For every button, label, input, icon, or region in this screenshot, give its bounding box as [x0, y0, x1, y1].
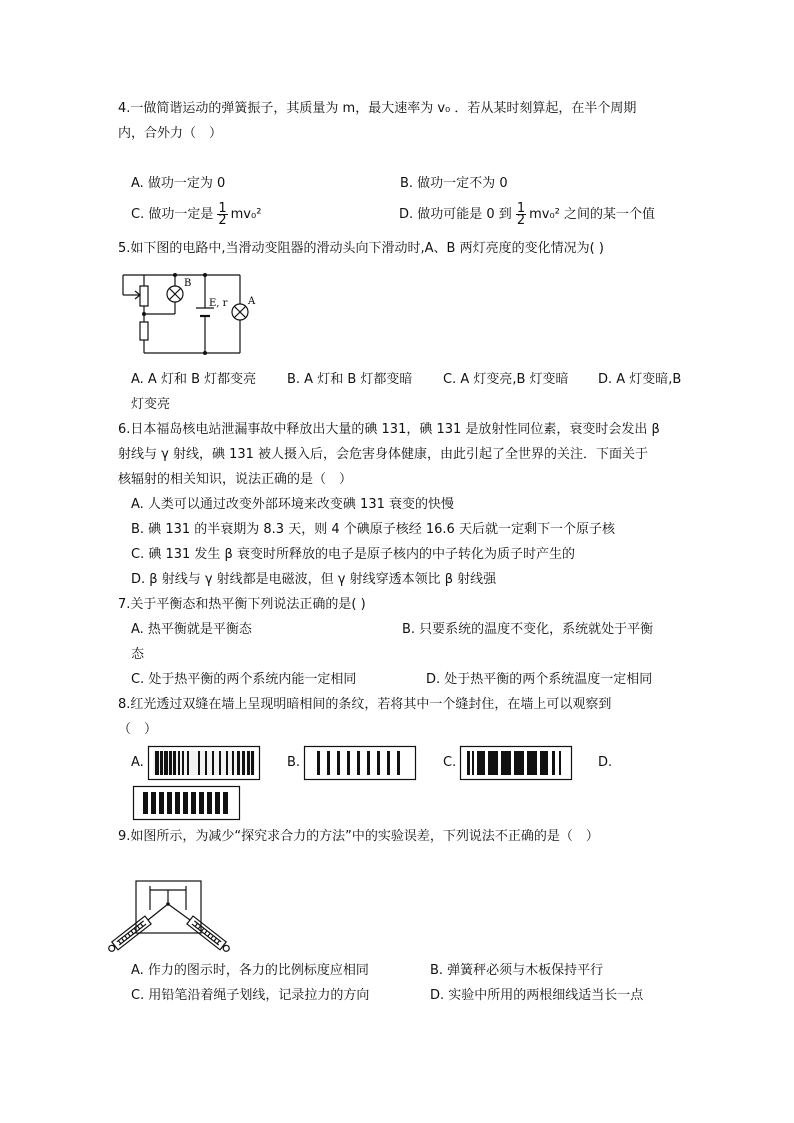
q6-option-c: C. 碘 131 发生 β 衰变时所释放的电子是原子核内的中子转化为质子时产生的 — [131, 547, 575, 562]
fringe-pattern-a — [148, 746, 260, 780]
q4-option-d — [399, 203, 655, 227]
q6-option-a: A. 人类可以通过改变外部环境来改变碘 131 衰变的快慢 — [131, 497, 455, 512]
q6-option-d: D. β 射线与 γ 射线都是电磁波，但 γ 射线穿透本领比 β 射线强 — [131, 572, 497, 587]
fraction-half: $\frac{1}{2}$ — [516, 201, 526, 228]
lamp-b-label: B — [184, 278, 192, 289]
q5-option-d: D. A 灯变暗,B — [598, 372, 682, 387]
q5-option-c: C. A 灯变亮,B 灯变暗 — [443, 372, 569, 387]
q5-option-d-continued: 灯变亮 — [131, 397, 171, 412]
q8-stem-line-2: （ ） — [118, 722, 158, 737]
q9-option-c: C. 用铅笔沿着绳子划线，记录拉力的方向 — [131, 988, 370, 1003]
q8-option-c-label: C. — [443, 755, 457, 770]
q7-option-b: B. 只要系统的温度不变化，系统就处于平衡 — [402, 622, 654, 637]
q9-option-a: A. 作力的图示时，各力的比例标度应相同 — [131, 963, 369, 978]
q6-stem-line-2: 射线与 γ 射线，碘 131 被人摄入后，会危害身体健康，由此引起了全世界的关注．下面关于 — [118, 447, 649, 462]
q5-option-b: B. A 灯和 B 灯都变暗 — [287, 372, 413, 387]
lamp-a-label: A — [248, 296, 256, 307]
q6-stem-line-3: 核辐射的相关知识，说法正确的是（ ） — [118, 472, 353, 487]
q7-stem: 7.关于平衡态和热平衡下列说法正确的是( ) — [118, 597, 366, 612]
q9-stem: 9.如图所示，为减少“探究求合力的方法”中的实验误差，下列说法不正确的是（ ） — [118, 829, 599, 844]
q5-option-a: A. A 灯和 B 灯都变亮 — [131, 372, 257, 387]
q7-option-a: A. 热平衡就是平衡态 — [131, 622, 252, 637]
fringe-pattern-d — [133, 786, 240, 820]
force-experiment-diagram — [118, 876, 228, 956]
battery-label: E, r — [209, 298, 228, 309]
q9-option-b: B. 弹簧秤必须与木板保持平行 — [430, 963, 604, 978]
q4-option-a: A. 做功一定为 0 — [131, 176, 226, 191]
circuit-diagram — [118, 270, 258, 360]
q4-option-c-text: C. 做功一定是 — [131, 207, 214, 222]
q4-option-b: B. 做功一定不为 0 — [400, 176, 508, 191]
fringe-pattern-c — [460, 746, 572, 780]
fraction-half: $\frac{1}{2}$ — [218, 201, 227, 228]
q4-stem-line-1: 4.一做简谐运动的弹簧振子，其质量为 m，最大速率为 v₀ ．若从某时刻算起，在半个周期 — [118, 101, 637, 116]
q8-stem-line-1: 8.红光透过双缝在墙上呈现明暗相间的条纹，若将其中一个缝封住，在墙上可以观察到 — [118, 697, 612, 712]
q4-option-d-text: D. 做功可能是 0 到 — [399, 207, 512, 222]
q4-stem-line-2: 内，合外力（ ） — [118, 126, 223, 141]
q7-option-b-continued: 态 — [131, 647, 145, 662]
q9-option-d: D. 实验中所用的两根细线适当长一点 — [430, 988, 644, 1003]
q7-option-d: D. 处于热平衡的两个系统温度一定相同 — [426, 672, 653, 687]
q8-option-a-label: A. — [131, 755, 144, 770]
q8-option-b-label: B. — [287, 755, 301, 770]
q8-option-d-label: D. — [598, 755, 613, 770]
q6-option-b: B. 碘 131 的半衰期为 8.3 天，则 4 个碘原子核经 16.6 天后就一定剩下一个原子核 — [131, 522, 615, 537]
q4-option-d-formula: mv₀² 之间的某一个值 — [529, 207, 656, 222]
q4-option-c-formula: mv₀² — [230, 207, 262, 222]
fringe-pattern-b — [304, 746, 416, 780]
q5-stem: 5.如下图的电路中,当滑动变阻器的滑动头向下滑动时,A、B 两灯亮度的变化情况为( ) — [118, 241, 604, 256]
q6-stem-line-1: 6.日本福岛核电站泄漏事故中释放出大量的碘 131，碘 131 是放射性同位素，衰变时会发出 β — [118, 422, 660, 437]
q4-option-c — [131, 203, 261, 227]
q7-option-c: C. 处于热平衡的两个系统内能一定相同 — [131, 672, 357, 687]
